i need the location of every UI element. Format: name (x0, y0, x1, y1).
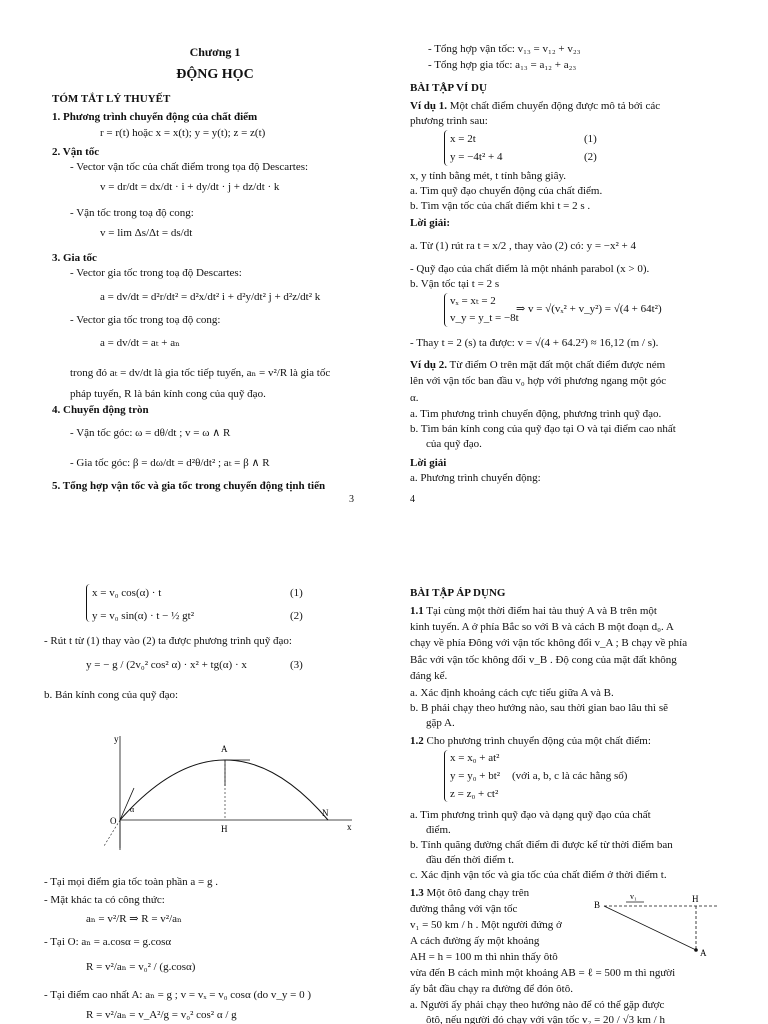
example-1-text-2: phương trình sau: (410, 115, 488, 127)
angle-alpha-label: α (130, 805, 135, 814)
motion-eq-2: y = v₀ sin(α) · t − ½ gt² (92, 610, 194, 622)
y-axis-label: y (114, 734, 119, 744)
section-4-text-b: - Gia tốc góc: β = dω/dt = d²θ/dt² ; aₜ = β ∧ R (70, 457, 270, 469)
point-a-label: A (700, 948, 707, 958)
solution-2-a: a. Phương trình chuyển động: (410, 472, 541, 484)
example-2-intro (410, 358, 665, 373)
page-4 (384, 0, 768, 512)
point-a-label: A (221, 744, 228, 754)
point-a-dot (694, 948, 698, 952)
radius-at-origin: R = v²/aₙ = v₀² / (g.cosα) (86, 961, 196, 973)
car-velocity-label: v₁ (630, 894, 637, 901)
solution-1-b-eq-2: v_y = y_t = −8t (450, 312, 519, 324)
page-number: 4 (410, 493, 415, 505)
example-2-question-b-2: của quỹ đạo. (426, 438, 482, 450)
solution-2-label: Lời giải (410, 457, 447, 469)
exercise-1-1-question-b: b. B phải chạy theo hướng nào, sau thời gian bao lâu thì sẽ (410, 702, 669, 714)
exercise-1-1-line-3: chạy về phía Đông với vận tốc không đổi v_A ; B chạy về phía (410, 637, 688, 649)
exercise-1-3-line-7: ấy bắt đầu chạy ra đường để đón ôtô. (410, 983, 573, 995)
chapter-label: Chương 1 (189, 45, 241, 59)
solution-1-b-result: ⇒ v = √(vₓ² + v_y²) = √(4 + 64t²) (516, 303, 662, 315)
solution-1-b-eq-1: vₓ = xₜ = 2 (450, 295, 496, 307)
example-2-text-2: lên với vận tốc ban đầu v₀ hợp với phương ngang một góc (410, 375, 667, 387)
page-number: 3 (349, 493, 354, 505)
example-1-intro (410, 99, 660, 114)
exercise-1-3-number: 1.3 (410, 887, 424, 899)
point-n-label: N (322, 808, 329, 818)
example-2-label: Ví dụ 2. (410, 359, 447, 371)
exercise-1-1-line-1 (410, 604, 657, 619)
exercise-1-2-text: Cho phương trình chuyển động của một chất điểm: (423, 735, 651, 747)
velocity-sum: - Tổng hợp vận tốc: v₁₃ = v₁₂ + v₂₃ (428, 43, 581, 55)
trajectory-equation: y = − g / (2v₀² cos² α) · x² + tg(α) · x (86, 659, 247, 671)
example-1-eq-1: x = 2t (450, 133, 476, 145)
example-2-text-3: α. (410, 392, 419, 404)
example-1-eq-2-number: (2) (584, 151, 597, 163)
example-1-eq-2: y = −4t² + 4 (450, 151, 503, 163)
example-1-question-a: a. Tìm quỹ đạo chuyển động của chất điểm. (410, 185, 603, 197)
exercise-1-1-line-4: Bắc với vận tốc không đổi v_B . Độ cong của mặt đất không (410, 654, 677, 666)
exercise-1-3-figure (592, 894, 722, 960)
solution-1-a: a. Từ (1) rút ra t = x/2 , thay vào (2) có: y = −x² + 4 (410, 240, 637, 252)
exercise-1-1-question-b-2: gặp A. (426, 717, 455, 729)
section-5-heading: 5. Tổng hợp vận tốc và gia tốc trong chuyển động tịnh tiến (52, 480, 326, 492)
section-3-text-c: trong đó aₜ = dv/dt là gia tốc tiếp tuyến, aₙ = v²/R là gia tốc (70, 367, 331, 379)
exercise-1-3-question-a: a. Người ấy phải chạy theo hướng nào để có thể gặp được (410, 999, 665, 1011)
at-origin-text: - Tại O: aₙ = a.cosα = g.cosα (44, 936, 172, 948)
motion-eq-1: x = v₀ cos(α) · t (92, 587, 162, 599)
total-acceleration-text: - Tại mọi điểm gia tốc toàn phần a = g . (44, 876, 219, 888)
exercise-1-2-number: 1.2 (410, 735, 424, 747)
section-3-text-d: pháp tuyến, R là bán kính cong của quỹ đạo. (70, 388, 266, 400)
section-4-heading: 4. Chuyển động tròn (52, 404, 149, 416)
example-2-question-b: b. Tìm bán kính cong của quỹ đạo tại O và tại điểm cao nhất (410, 423, 676, 435)
solution-1-b-2: - Thay t = 2 (s) ta được: v = √(4 + 64.2²) ≈ 16,12 (m / s). (410, 337, 659, 349)
section-3-text-a: - Vector gia tốc trong toạ độ Descartes: (70, 267, 242, 279)
exercise-1-1-number: 1.1 (410, 605, 424, 617)
example-1-units: x, y tính bằng mét, t tính bằng giây. (410, 170, 567, 182)
point-h-label: H (692, 894, 699, 904)
solution-1-label: Lời giải: (410, 217, 451, 229)
exercise-1-3-line-2: đường thẳng với vận tốc (410, 903, 518, 915)
exercise-1-3-line-4: A cách đường ấy một khoảng (410, 935, 540, 947)
exercise-1-2-eq-1: x = x₀ + at² (450, 752, 500, 764)
distance-l-line (604, 906, 696, 950)
exercise-1-3-line-3: v₁ = 50 km / h . Một người đứng ở (410, 919, 562, 931)
section-2-equation-2: v = lim Δs/Δt = ds/dt (100, 227, 193, 239)
curvature-formula: aₙ = v²/R ⇒ R = v²/aₙ (86, 913, 182, 925)
exercise-1-2-line-1 (410, 734, 651, 749)
page-5 (0, 512, 384, 1024)
point-o-label: O (110, 816, 117, 826)
example-1-text: Một chất điểm chuyển động được mô tả bởi các (447, 100, 661, 112)
solution-1-a-2: - Quỹ đạo của chất điểm là một nhánh parabol (x > 0). (410, 263, 650, 275)
motion-eq-1-number: (1) (290, 587, 303, 599)
exercise-1-1-question-a: a. Xác định khoảng cách cực tiểu giữa A và B. (410, 687, 614, 699)
trajectory-equation-number: (3) (290, 659, 303, 671)
exercise-1-2-eq-3: z = z₀ + ct² (450, 788, 499, 800)
solution-1-b: b. Vận tốc tại t = 2 s (410, 278, 500, 290)
exercise-1-3-text: Một ôtô đang chạy trên (423, 887, 530, 899)
page-6 (384, 512, 768, 1024)
trajectory-curve (120, 760, 328, 820)
examples-heading: BÀI TẬP VÍ DỤ (410, 82, 487, 94)
section-1-equation: r = r(t) hoặc x = x(t); y = y(t); z = z(t) (100, 127, 266, 139)
point-h-label: H (221, 824, 228, 834)
chapter-title: ĐỘNG HỌC (176, 67, 254, 82)
example-2-question-a: a. Tìm phương trình chuyển động, phương trình quỹ đạo. (410, 408, 662, 420)
section-2-equation-1: v = dr/dt = dx/dt · i + dy/dt · j + dz/dt · k (100, 181, 280, 193)
acceleration-sum: - Tổng hợp gia tốc: a₁₃ = a₁₂ + a₂₃ (428, 59, 577, 71)
page-3 (0, 0, 384, 512)
point-b-label: B (594, 900, 601, 910)
radius-at-top: R = v²/aₙ = v_A²/g = v₀² cos² α / g (86, 1009, 237, 1021)
initial-velocity-arrow (120, 788, 134, 820)
section-3-equation-1: a = dv/dt = d²r/dt² = d²x/dt² i + d²y/dt² j + d²z/dt² k (100, 291, 321, 303)
example-1-label: Ví dụ 1. (410, 100, 447, 112)
exercise-1-3-line-1 (410, 886, 529, 901)
exercise-1-1-text: Tại cùng một thời điểm hai tàu thuỷ A và B trên một (423, 605, 657, 617)
section-1-heading: 1. Phương trình chuyển động của chất điểm (52, 111, 258, 123)
exercise-1-3-line-6: vừa đến B cách mình một khoảng AB = ℓ = 500 m thì người (410, 967, 676, 979)
section-2-text-a: - Vector vận tốc của chất điểm trong tọa độ Descartes: (70, 161, 309, 173)
exercise-1-2-question-a: a. Tìm phương trình quỹ đạo và dạng quỹ đạo của chất (410, 809, 651, 821)
summary-heading: TÓM TẮT LÝ THUYẾT (52, 93, 171, 105)
motion-eq-2-number: (2) (290, 610, 303, 622)
exercise-1-2-question-b: b. Tính quãng đường chất điểm đi được kể từ thời điểm ban (410, 839, 673, 851)
section-3-text-b: - Vector gia tốc trong toạ độ cong: (70, 314, 221, 326)
example-2-text: Từ điểm O trên mặt đất một chất điểm được ném (447, 359, 666, 371)
section-3-heading: 3. Gia tốc (52, 252, 97, 264)
formula-intro: - Mặt khác ta có công thức: (44, 894, 165, 906)
trajectory-intro: - Rút t từ (1) thay vào (2) ta được phương trình quỹ đạo: (44, 635, 292, 647)
example-1-eq-1-number: (1) (584, 133, 597, 145)
section-4-text-a: - Vận tốc góc: ω = dθ/dt ; v = ω ∧ R (70, 427, 231, 439)
section-3-equation-2: a = dv/dt = aₜ + aₙ (100, 337, 180, 349)
exercise-1-2-eq-2: y = y₀ + bt² (450, 770, 501, 782)
exercise-1-1-line-5: đáng kể. (410, 670, 448, 682)
exercise-1-2-constants-note: (với a, b, c là các hằng số) (512, 770, 628, 782)
exercise-1-1-line-2: kinh tuyến. A ở phía Bắc so với B và cách B một đoạn d₀. A (410, 621, 674, 633)
exercise-1-3-line-5: AH = h = 100 m thì nhìn thấy ôtô (410, 951, 558, 963)
exercise-1-3-question-a-2: ôtô, nếu người đó chạy với vận tốc v₂ = 20 / √3 km / h (426, 1014, 665, 1024)
exercise-1-2-question-a-2: điểm. (426, 824, 451, 836)
section-2-heading: 2. Vận tốc (52, 146, 100, 158)
example-1-question-b: b. Tìm vận tốc của chất điểm khi t = 2 s . (410, 200, 591, 212)
curvature-intro: b. Bán kính cong của quỹ đạo: (44, 689, 179, 701)
exercise-1-2-question-b-2: đầu đến thời điểm t. (426, 854, 514, 866)
exercises-heading: BÀI TẬP ÁP DỤNG (410, 587, 506, 599)
projectile-figure (90, 728, 360, 864)
x-axis-label: x (347, 822, 352, 832)
at-top-text: - Tại điểm cao nhất A: aₙ = g ; v = vₓ = v₀ cosα (do v_y = 0 ) (44, 989, 312, 1001)
exercise-1-2-question-c: c. Xác định vận tốc và gia tốc của chất điểm ở thời điểm t. (410, 869, 667, 881)
section-2-text-b: - Vận tốc trong toạ độ cong: (70, 207, 194, 219)
